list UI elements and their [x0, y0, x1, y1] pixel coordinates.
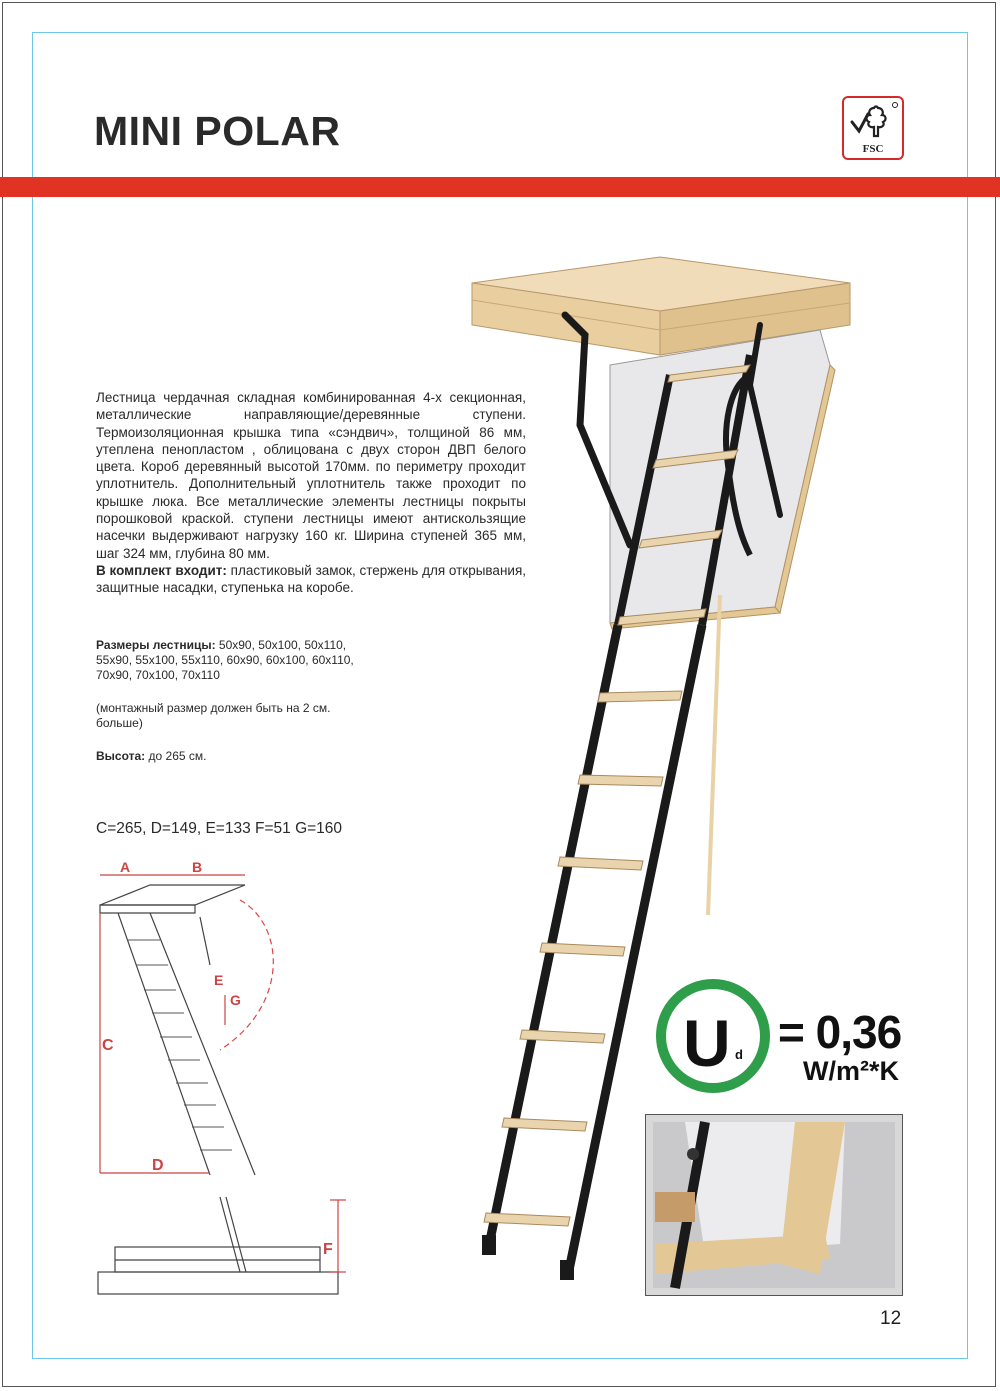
height-text: до 265 см. [145, 749, 207, 763]
page-title: MINI POLAR [94, 108, 341, 154]
diagram-label-f: F [323, 1241, 333, 1258]
header-red-bar [0, 177, 1000, 197]
u-value: = 0,36 [778, 1006, 902, 1058]
u-letter: U [683, 1006, 731, 1080]
u-unit: W/m²*K [803, 1056, 899, 1086]
description-paragraph: Лестница чердачная складная комбинированная 4-х секционная, металлические направляющие/деревянные ступени. Термоизоляционная крышка типа «сэндвич», толщиной 86 мм, утеплена пенопластом , облицована с двух сторон ДВП белого цвета. Короб деревянный высотой 170мм. по периметру проходит уплотнитель. Дополнительный уплотнитель также проходит по крышке люка. Все металлические элементы лестницы покрыты порошковой краской. ступени лестницы имеют антискользящие насечки выдерживают нагрузку 160 кг. Ширина ступеней 365 мм, шаг 324 мм, глубина 80 мм. [96, 390, 526, 561]
dimensions-line: C=265, D=149, E=133 F=51 G=160 [96, 820, 343, 837]
fsc-logo-text: FSC [862, 143, 884, 155]
height-label: Высота: [96, 749, 146, 763]
kit-label: В комплект входит: [96, 562, 227, 578]
diagram-label-c: C [102, 1037, 114, 1054]
ladder-dimension-diagram [90, 855, 300, 1185]
diagram-label-d: D [152, 1157, 164, 1174]
u-subscript: d [735, 1047, 743, 1062]
diagram-label-e: E [214, 972, 224, 988]
height-paragraph [96, 749, 366, 764]
sizes-text: 50x90, 50x100, 50x110, 55x90, 55x100, 55x110, 60x90, 60x100, 60x110, 70x90, 70x100, 70x110 [96, 638, 354, 682]
diagram-label-b: B [192, 859, 203, 875]
sizes-paragraph [96, 638, 366, 683]
diagram-label-g: G [230, 992, 241, 1008]
tree-check-icon [844, 100, 902, 146]
folded-ladder-diagram [90, 1192, 350, 1302]
kit-text: пластиковый замок, стержень для открывания, защитные насадки, ступенька на коробе. [96, 562, 527, 596]
sizes-block [96, 638, 366, 782]
diagram-label-a: A [120, 859, 131, 875]
page-number: 12 [880, 1308, 902, 1329]
detail-photo [645, 1114, 903, 1296]
fsc-logo [842, 96, 904, 160]
sizes-label: Размеры лестницы: [96, 638, 216, 652]
mounting-note: (монтажный размер должен быть на 2 см. больше) [96, 701, 331, 730]
